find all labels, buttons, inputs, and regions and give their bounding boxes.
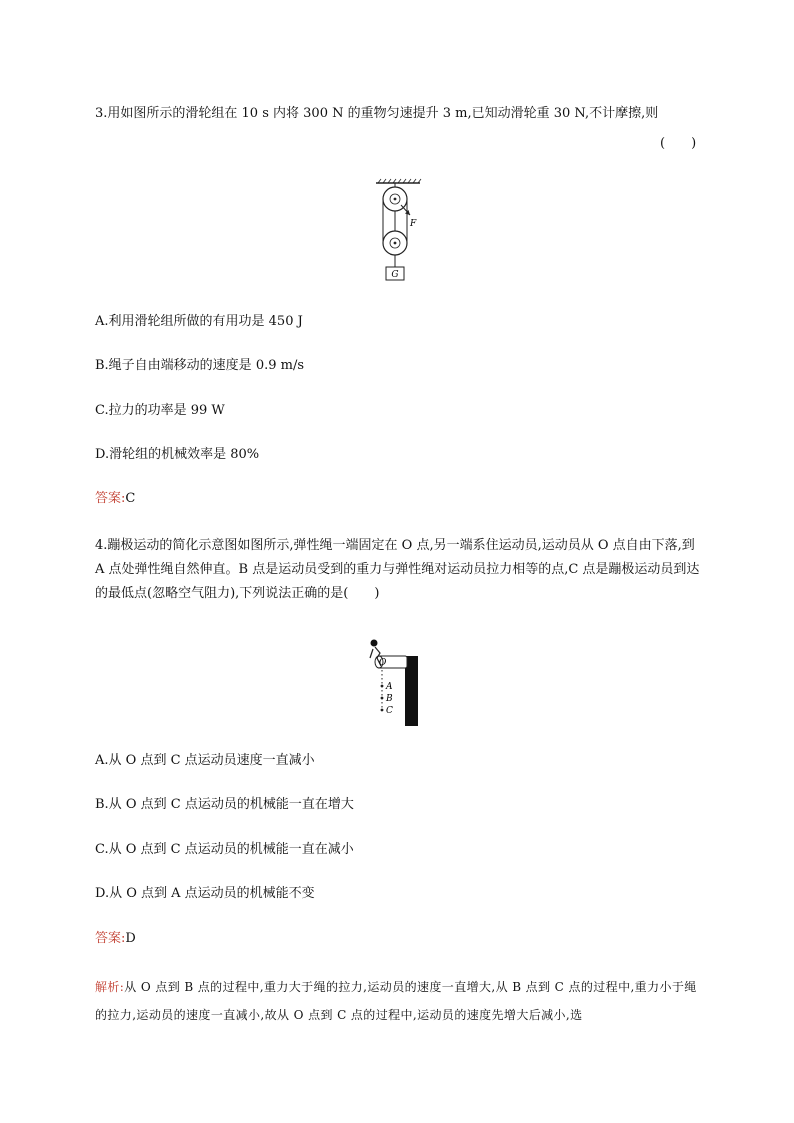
point-o-label: O <box>379 658 387 668</box>
pulley-figure <box>370 175 430 285</box>
answer-value: C <box>125 491 136 506</box>
point-a-label: A <box>386 682 393 692</box>
force-label: F <box>410 219 417 229</box>
q3-option-b: B.绳子自由端移动的速度是 0.9 m/s <box>95 358 305 373</box>
q3-option-a: A.利用滑轮组所做的有用功是 450 J <box>95 314 303 329</box>
question-3-text: 3.用如图所示的滑轮组在 10 s 内将 300 N 的重物匀速提升 3 m,已知动滑轮重 30 N,不计摩擦,则 <box>95 106 659 121</box>
answer-label: 答案: <box>95 491 126 506</box>
weight-label: G <box>391 270 399 280</box>
q4-option-c: C.从 O 点到 C 点运动员的机械能一直在减小 <box>95 842 354 857</box>
q4-option-b: B.从 O 点到 C 点运动员的机械能一直在增大 <box>95 797 354 812</box>
point-b-label: B <box>386 694 393 704</box>
answer-label: 答案: <box>95 931 126 946</box>
q4-explanation <box>95 973 705 1029</box>
q3-answer <box>95 489 135 509</box>
question-4-text: 4.蹦极运动的简化示意图如图所示,弹性绳一端固定在 O 点,另一端系住运动员,运动员从 O 点自由下落,到 A 点处弹性绳自然伸直。B 点是运动员受到的重力与弹性绳对运动员拉力相等的点,C 点是蹦极运动员到达的最低点(忽略空气阻力),下列说法正确的是( ) <box>95 538 700 601</box>
jumper-head <box>371 640 378 647</box>
explanation-text: 从 O 点到 B 点的过程中,重力大于绳的拉力,运动员的速度一直增大,从 B 点到 C 点的过程中,重力小于绳的拉力,运动员的速度一直减小,故从 O 点到 C 点的过程中,运动员的速度先增大后减小,选 <box>95 980 697 1022</box>
q4-option-d: D.从 O 点到 A 点运动员的机械能不变 <box>95 886 315 901</box>
q4-answer <box>95 929 136 949</box>
bungee-figure <box>365 636 425 728</box>
q3-option-c: C.拉力的功率是 99 W <box>95 403 225 418</box>
question-3-answer-blank: ( ) <box>660 136 697 151</box>
q4-option-a: A.从 O 点到 C 点运动员速度一直减小 <box>95 753 315 768</box>
explanation-label: 解析: <box>95 980 125 994</box>
q3-option-d: D.滑轮组的机械效率是 80% <box>95 447 260 462</box>
answer-value: D <box>125 931 136 946</box>
point-c-label: C <box>386 706 393 716</box>
